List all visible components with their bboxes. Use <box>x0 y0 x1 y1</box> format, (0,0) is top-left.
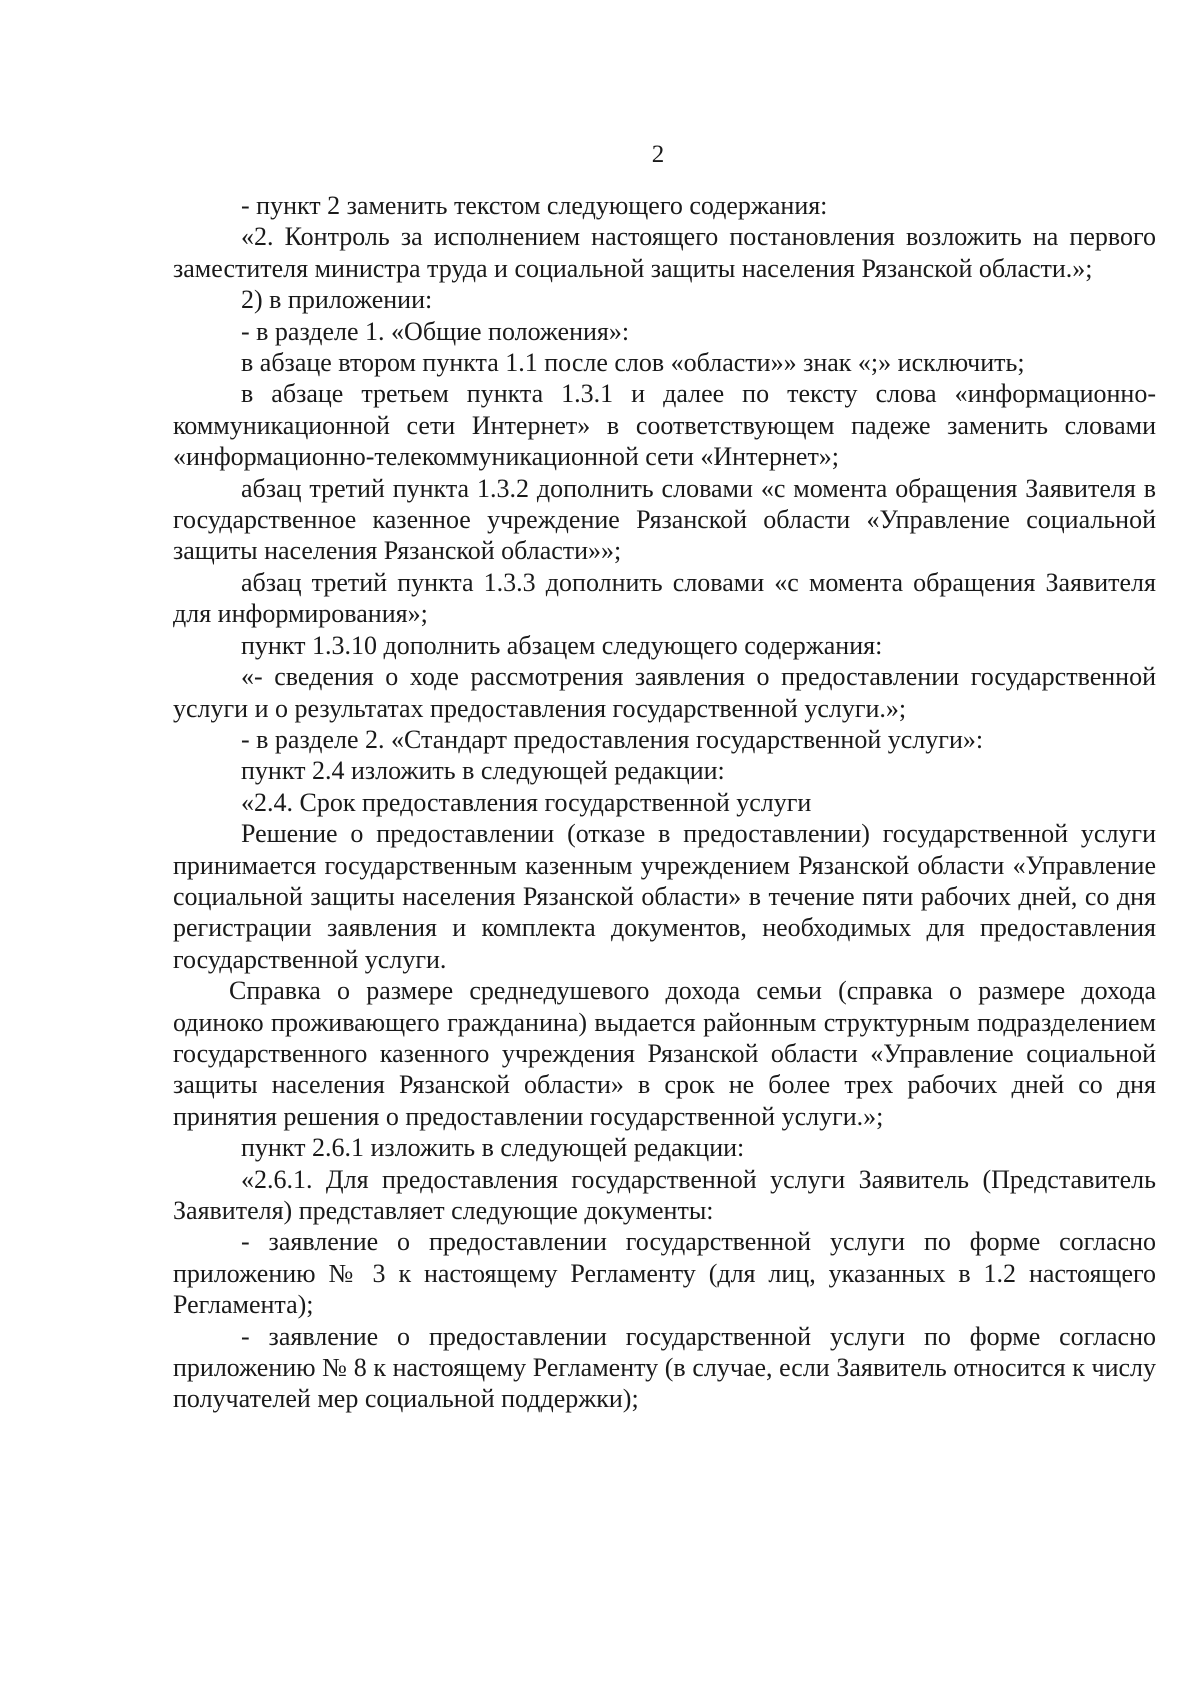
paragraph: абзац третий пункта 1.3.2 дополнить словами «с момента обращения Заявителя в государственное казенное учреждение Рязанской области «Управление социальной защиты населения Рязанской области»»; <box>173 473 1156 566</box>
paragraph: «2. Контроль за исполнением настоящего постановления возложить на первого заместителя министра труда и социальной защиты населения Рязанской области.»; <box>173 222 1156 283</box>
paragraph: абзац третий пункта 1.3.3 дополнить словами «с момента обращения Заявителя для информирования»; <box>173 567 1156 629</box>
paragraph: - в разделе 2. «Стандарт предоставления государственной услуги»: <box>241 724 984 754</box>
paragraph: «2.4. Срок предоставления государственной услуги <box>241 787 812 817</box>
paragraph: в абзаце втором пункта 1.1 после слов «области»» знак «;» исключить; <box>241 348 1025 378</box>
paragraph: «2.6.1. Для предоставления государственной услуги Заявитель (Представитель Заявителя) представляет следующие документы: <box>173 1164 1156 1225</box>
document-body <box>173 190 1156 1415</box>
paragraph: пункт 2.6.1 изложить в следующей редакции: <box>241 1133 745 1163</box>
paragraph: в абзаце третьем пункта 1.3.1 и далее по тексту слова «информационно-коммуникационной сети Интернет» в соответствующем падеже заменить словами «информационно-телекоммуникационной сети «Интернет»; <box>173 379 1156 472</box>
paragraph: Решение о предоставлении (отказе в предоставлении) государственной услуги принимается государственным казенным учреждением Рязанской области «Управление социальной защиты населения Рязанской области» в течение пяти рабочих дней, со дня регистрации заявления и комплекта документов, необходимых для предоставления государственной услуги. <box>173 819 1156 974</box>
paragraph: пункт 1.3.10 дополнить абзацем следующего содержания: <box>241 630 883 660</box>
paragraph: - заявление о предоставлении государственной услуги по форме согласно приложению № 8 к настоящему Регламенту (в случае, если Заявитель относится к числу получателей мер социальной поддержки); <box>173 1321 1156 1414</box>
paragraph: - заявление о предоставлении государственной услуги по форме согласно приложению № 3 к настоящему Регламенту (для лиц, указанных в 1.2 настоящего Регламента); <box>173 1227 1156 1320</box>
page-number: 2 <box>651 141 665 168</box>
paragraph: Справка о размере среднедушевого дохода семьи (справка о размере дохода одиноко проживающего гражданина) выдается районным структурным подразделением государственного казенного учреждения Рязанской области «Управление социальной защиты населения Рязанской области» в срок не более трех рабочих дней со дня принятия решения о предоставлении государственной услуги.»; <box>173 976 1156 1131</box>
paragraph: - в разделе 1. «Общие положения»: <box>241 316 630 346</box>
paragraph: «- сведения о ходе рассмотрения заявления о предоставлении государственной услуги и о результатах предоставления государственной услуги.»; <box>173 662 1156 723</box>
paragraph: 2) в приложении: <box>241 285 433 315</box>
paragraph: пункт 2.4 изложить в следующей редакции: <box>241 756 725 786</box>
paragraph: - пункт 2 заменить текстом следующего содержания: <box>241 191 828 220</box>
